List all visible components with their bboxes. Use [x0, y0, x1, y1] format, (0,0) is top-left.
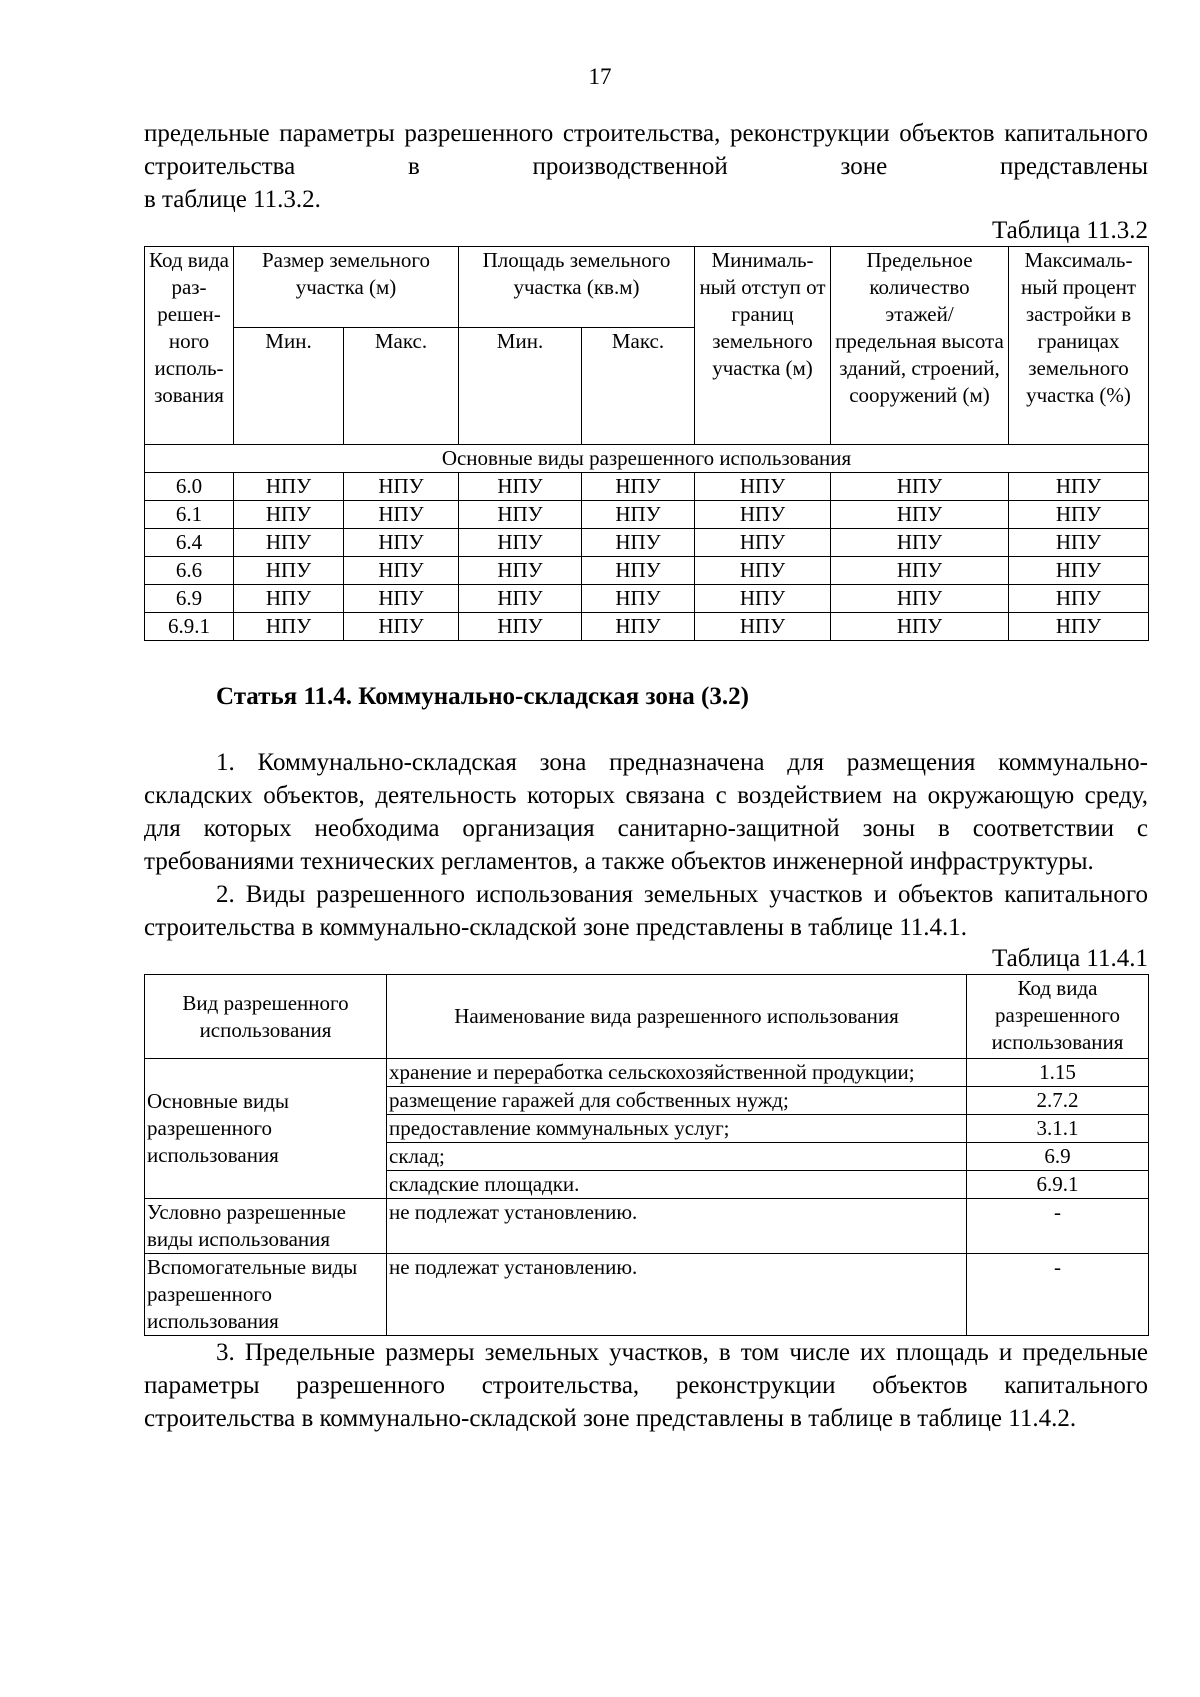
header-area-max: Макс. [582, 328, 695, 445]
cell-value: НПУ [582, 585, 695, 613]
cell-code: 6.0 [145, 473, 234, 501]
header-plot-size: Размер земельного участка (м) [234, 247, 459, 328]
article-paragraph-3: 3. Предельные размеры земельных участков, в том числе их площадь и предельные параметры разрешенного строительства, реконструкции объектов капитального строительства в коммунально-складской зоне представлены в таблице в таблице 11.4.2. [144, 1339, 1148, 1432]
cell-value: НПУ [695, 585, 831, 613]
cell-value: НПУ [344, 557, 459, 585]
use-code: 2.7.2 [967, 1087, 1149, 1115]
table-row [145, 557, 1149, 585]
table-row [145, 1254, 1149, 1336]
cell-value: НПУ [582, 529, 695, 557]
header-min-setback: Минималь-ный отступ от границ земельного участка (м) [695, 247, 831, 445]
use-name: предоставление коммунальных услуг; [387, 1115, 967, 1143]
cell-value: НПУ [234, 557, 344, 585]
table-11-4-1 [144, 974, 1149, 1336]
table-row [145, 1199, 1149, 1254]
use-name: не подлежат установлению. [387, 1254, 967, 1336]
cell-code: 6.9.1 [145, 613, 234, 641]
cell-value: НПУ [344, 613, 459, 641]
cell-value: НПУ [1009, 585, 1149, 613]
intro-paragraph-last-line: в таблице 11.3.2. [144, 186, 321, 213]
cell-value: НПУ [582, 473, 695, 501]
header-area-min: Мин. [459, 328, 582, 445]
cell-value: НПУ [695, 557, 831, 585]
cell-value: НПУ [1009, 473, 1149, 501]
cell-value: НПУ [695, 473, 831, 501]
use-name: склад; [387, 1143, 967, 1171]
cell-value: НПУ [459, 585, 582, 613]
cell-value: НПУ [344, 585, 459, 613]
cell-value: НПУ [831, 585, 1009, 613]
auxiliary-uses-label: Вспомогательные виды разрешенного использования [145, 1254, 387, 1336]
cell-value: НПУ [831, 473, 1009, 501]
cell-value: НПУ [1009, 557, 1149, 585]
header-use-type: Вид разрешенного использования [145, 975, 387, 1059]
cell-value: НПУ [234, 585, 344, 613]
section-label: Основные виды разрешенного использования [145, 445, 1149, 473]
use-name: складские площадки. [387, 1171, 967, 1199]
cell-value: НПУ [459, 501, 582, 529]
use-code: 6.9 [967, 1143, 1149, 1171]
page-number: 17 [588, 64, 612, 89]
use-code: 1.15 [967, 1059, 1149, 1087]
article-paragraph-1: 1. Коммунально-складская зона предназначена для размещения коммунально-складских объектов, деятельность которых связана с воздействием на окружающую среду, для которых необходима организация санитарно-защитной зоны в соответствии с требованиями технических регламентов, а также объектов инженерной инфраструктуры. [144, 749, 1148, 875]
table-11-4-1-caption: Таблица 11.4.1 [992, 945, 1148, 972]
use-name: хранение и переработка сельскохозяйственной продукции; [387, 1059, 967, 1087]
cell-value: НПУ [234, 613, 344, 641]
header-size-max: Макс. [344, 328, 459, 445]
table-row [145, 1059, 1149, 1087]
cell-value: НПУ [582, 613, 695, 641]
header-use-code: Код вида разрешенного использования [967, 975, 1149, 1059]
cell-value: НПУ [582, 557, 695, 585]
cell-value: НПУ [1009, 501, 1149, 529]
cell-value: НПУ [831, 613, 1009, 641]
header-use-name: Наименование вида разрешенного использования [387, 975, 967, 1059]
use-code: - [967, 1199, 1149, 1254]
cell-value: НПУ [344, 501, 459, 529]
cell-value: НПУ [459, 557, 582, 585]
use-code: - [967, 1254, 1149, 1336]
cell-value: НПУ [459, 613, 582, 641]
cell-value: НПУ [831, 529, 1009, 557]
use-code: 6.9.1 [967, 1171, 1149, 1199]
cell-code: 6.1 [145, 501, 234, 529]
page-content [144, 117, 1148, 1435]
table-11-3-2-caption: Таблица 11.3.2 [992, 217, 1148, 244]
cell-value: НПУ [695, 529, 831, 557]
table-11-3-2 [144, 246, 1149, 641]
cell-value: НПУ [1009, 529, 1149, 557]
cell-code: 6.9 [145, 585, 234, 613]
article-paragraph-2: 2. Виды разрешенного использования земельных участков и объектов капитального строительства в коммунально-складской зоне представлены в таблице 11.4.1. [144, 881, 1148, 941]
cell-value: НПУ [695, 501, 831, 529]
table-row [145, 585, 1149, 613]
header-code: Код вида раз-решен-ного исполь-зования [145, 247, 234, 445]
cell-value: НПУ [1009, 613, 1149, 641]
article-heading: Статья 11.4. Коммунально-складская зона (3.2) [216, 683, 749, 710]
cell-code: 6.6 [145, 557, 234, 585]
table-row [145, 529, 1149, 557]
cell-value: НПУ [344, 529, 459, 557]
use-code: 3.1.1 [967, 1115, 1149, 1143]
use-name: не подлежат установлению. [387, 1199, 967, 1254]
main-uses-label: Основные виды разрешенного использования [145, 1059, 387, 1199]
cell-value: НПУ [234, 473, 344, 501]
cell-value: НПУ [831, 557, 1009, 585]
cell-value: НПУ [582, 501, 695, 529]
cell-value: НПУ [234, 501, 344, 529]
cell-value: НПУ [695, 613, 831, 641]
cell-code: 6.4 [145, 529, 234, 557]
table-row [145, 473, 1149, 501]
table-row [145, 501, 1149, 529]
conditional-uses-label: Условно разрешенные виды использования [145, 1199, 387, 1254]
cell-value: НПУ [344, 473, 459, 501]
table-row [145, 613, 1149, 641]
header-max-floors: Предельное количество этажей/ предельная высота зданий, строений, сооружений (м) [831, 247, 1009, 445]
cell-value: НПУ [831, 501, 1009, 529]
header-plot-area: Площадь земельного участка (кв.м) [459, 247, 695, 328]
cell-value: НПУ [459, 473, 582, 501]
intro-paragraph: предельные параметры разрешенного строительства, реконструкции объектов капитального строительства в производственной зоне представлены [144, 120, 1148, 180]
use-name: размещение гаражей для собственных нужд; [387, 1087, 967, 1115]
cell-value: НПУ [234, 529, 344, 557]
header-size-min: Мин. [234, 328, 344, 445]
header-max-percent: Максималь-ный процент застройки в границах земельного участка (%) [1009, 247, 1149, 445]
cell-value: НПУ [459, 529, 582, 557]
